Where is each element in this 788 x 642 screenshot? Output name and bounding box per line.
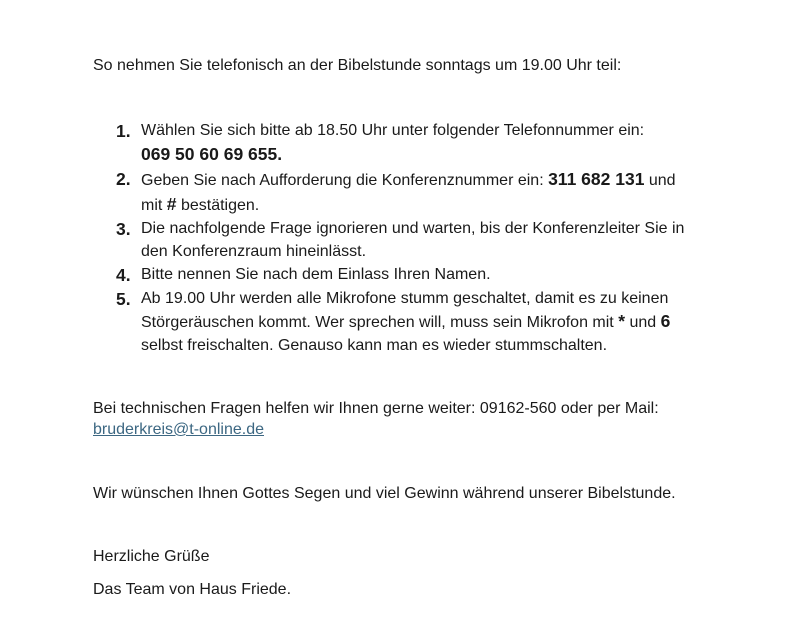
star-key: * bbox=[618, 311, 626, 331]
step-2 bbox=[93, 168, 703, 217]
step-1 bbox=[93, 120, 703, 167]
hash-key: # bbox=[166, 193, 177, 214]
signature-text: Das Team von Haus Friede. bbox=[93, 581, 292, 598]
intro-text: So nehmen Sie telefonisch an der Bibelstunde sonntags um 19.00 Uhr teil: bbox=[93, 57, 622, 74]
step-text: Wählen Sie sich bitte ab 18.50 Uhr unter folgender Telefonnummer ein: bbox=[141, 122, 645, 139]
conference-number: 311 682 131 bbox=[548, 169, 645, 189]
step-text: und bbox=[644, 172, 676, 189]
step-text: Ab 19.00 Uhr werden alle Mikrofone stumm geschaltet, damit es zu keinen bbox=[141, 289, 669, 307]
step-text: bestätigen. bbox=[176, 196, 260, 214]
step-number: 1. bbox=[116, 121, 131, 141]
step-text: Bitte nennen Sie nach dem Einlass Ihren Namen. bbox=[141, 266, 491, 283]
contact-text: Bei technischen Fragen helfen wir Ihnen gerne weiter: 09162-560 oder per Mail: bbox=[93, 400, 659, 417]
step-text: Die nachfolgende Frage ignorieren und warten, bis der Konferenzleiter Sie in bbox=[141, 220, 685, 237]
step-text: selbst freischalten. Genauso kann man es wieder stummschalten. bbox=[141, 336, 608, 354]
step-number: 5. bbox=[116, 288, 131, 309]
step-number: 2. bbox=[116, 169, 131, 189]
step-3 bbox=[93, 218, 703, 263]
step-text: Störgeräuschen kommt. Wer sprechen will, muss sein Mikrofon mit bbox=[141, 314, 619, 331]
greeting-text: Herzliche Grüße bbox=[93, 548, 210, 565]
email-link[interactable]: bruderkreis@t-online.de bbox=[93, 421, 264, 438]
step-text: und bbox=[625, 314, 661, 331]
phone-number: 069 50 60 69 655. bbox=[141, 143, 283, 164]
step-number: 4. bbox=[116, 265, 131, 285]
step-text: Geben Sie nach Aufforderung die Konferenznummer ein: bbox=[141, 172, 549, 189]
step-5 bbox=[93, 288, 703, 358]
blessing-text: Wir wünschen Ihnen Gottes Segen und viel Gewinn während unserer Bibelstunde. bbox=[93, 485, 676, 502]
step-text: den Konferenzraum hineinlässt. bbox=[141, 242, 367, 260]
step-number: 3. bbox=[116, 219, 131, 239]
step-4 bbox=[93, 264, 703, 287]
instruction-list bbox=[93, 120, 703, 358]
contact-paragraph bbox=[93, 398, 659, 440]
step-text: mit bbox=[141, 196, 167, 214]
six-key: 6 bbox=[660, 311, 671, 331]
